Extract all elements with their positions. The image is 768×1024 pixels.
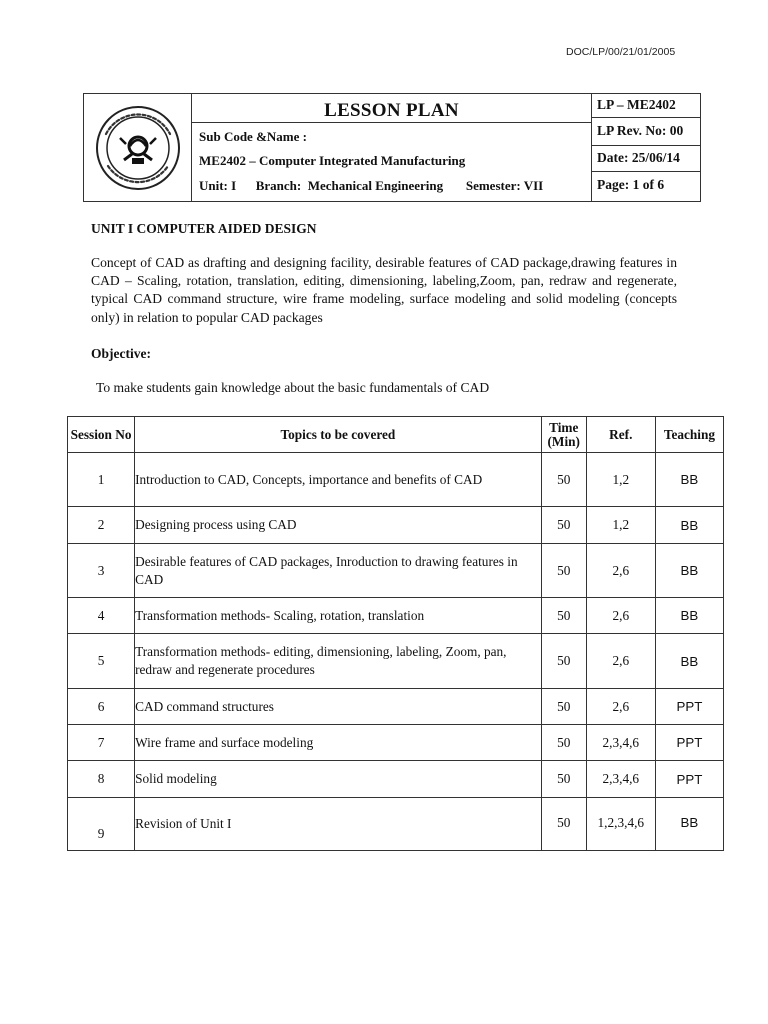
session-no: 7 — [68, 725, 135, 761]
teaching-method: PPT — [655, 761, 723, 798]
session-no: 5 — [68, 634, 135, 689]
lp-divider — [592, 117, 700, 118]
teaching-method: BB — [655, 507, 723, 544]
session-no: 4 — [68, 598, 135, 634]
unit-syllabus: Concept of CAD as drafting and designing facility, desirable features of CAD package,drawing features in CAD – Scaling, rotation, translation, editing, dimensioning, labeling,Zoom, pan, redraw and regenerate, typical CAD command structure, wire frame modeling, surface modeling and solid modeling (concepts only) in relation to popular CAD packages — [91, 255, 677, 325]
ref: 1,2 — [586, 453, 655, 507]
rev-divider — [592, 145, 700, 146]
unit-heading: UNIT I COMPUTER AIDED DESIGN — [91, 221, 317, 236]
header-right — [592, 94, 700, 201]
college-emblem-icon — [84, 94, 191, 201]
ref: 2,6 — [586, 598, 655, 634]
header-ref: Ref. — [586, 417, 655, 453]
time: 50 — [541, 761, 586, 798]
page-title: LESSON PLAN — [324, 100, 459, 121]
table-row — [68, 798, 724, 851]
teaching-method: PPT — [655, 725, 723, 761]
time: 50 — [541, 725, 586, 761]
lesson-plan-header — [83, 93, 701, 202]
teaching-method: BB — [655, 798, 723, 851]
ref: 1,2,3,4,6 — [586, 798, 655, 851]
time: 50 — [541, 689, 586, 725]
header-teaching: Teaching — [655, 417, 723, 453]
date-divider — [592, 171, 700, 172]
lp-code: LP – ME2402 — [597, 97, 676, 112]
teaching-method: BB — [655, 453, 723, 507]
teaching-method: BB — [655, 634, 723, 689]
objective-label: Objective: — [91, 346, 151, 361]
time: 50 — [541, 507, 586, 544]
time: 50 — [541, 598, 586, 634]
ref: 2,6 — [586, 544, 655, 598]
page-number: Page: 1 of 6 — [597, 177, 665, 192]
topic: Introduction to CAD, Concepts, importance and benefits of CAD — [135, 453, 542, 507]
ref: 2,6 — [586, 634, 655, 689]
teaching-method: PPT — [655, 689, 723, 725]
ref: 2,3,4,6 — [586, 725, 655, 761]
session-no: 9 — [68, 798, 135, 851]
objective-text: To make students gain knowledge about the basic fundamentals of CAD — [96, 380, 490, 395]
topic: Wire frame and surface modeling — [135, 725, 542, 761]
header-session-no: Session No — [68, 417, 135, 453]
time: 50 — [541, 544, 586, 598]
topic: CAD command structures — [135, 689, 542, 725]
title-divider — [192, 122, 591, 123]
teaching-method: BB — [655, 544, 723, 598]
table-row — [68, 453, 724, 507]
table-row — [68, 761, 724, 798]
header-topics: Topics to be covered — [135, 417, 542, 453]
time: 50 — [541, 634, 586, 689]
table-row — [68, 725, 724, 761]
time: 50 — [541, 453, 586, 507]
topic: Transformation methods- Scaling, rotation, translation — [135, 598, 542, 634]
ref: 2,6 — [586, 689, 655, 725]
topic: Desirable features of CAD packages, Inroduction to drawing features in CAD — [135, 544, 542, 598]
time: 50 — [541, 798, 586, 851]
session-no: 6 — [68, 689, 135, 725]
teaching-method: BB — [655, 598, 723, 634]
session-no: 8 — [68, 761, 135, 798]
session-table — [67, 416, 724, 851]
date: Date: 25/06/14 — [597, 150, 680, 165]
session-no: 2 — [68, 507, 135, 544]
lp-rev-no: LP Rev. No: 00 — [597, 123, 684, 138]
table-header-row — [68, 417, 724, 453]
subject-name: ME2402 – Computer Integrated Manufacturing — [199, 153, 466, 168]
college-logo-cell — [84, 94, 192, 201]
table-row — [68, 689, 724, 725]
table-row — [68, 507, 724, 544]
table-row — [68, 598, 724, 634]
topic: Solid modeling — [135, 761, 542, 798]
topic: Designing process using CAD — [135, 507, 542, 544]
document-id: DOC/LP/00/21/01/2005 — [566, 46, 676, 58]
unit-branch-semester: Unit: I Branch: Mechanical Engineering Semester: VII — [199, 178, 544, 193]
session-no: 1 — [68, 453, 135, 507]
topic: Transformation methods- editing, dimensioning, labeling, Zoom, pan, redraw and regenerate procedures — [135, 634, 542, 689]
ref: 2,3,4,6 — [586, 761, 655, 798]
table-row — [68, 544, 724, 598]
sub-code-label: Sub Code &Name : — [199, 129, 307, 144]
topic: Revision of Unit I — [135, 798, 542, 851]
header-middle — [192, 94, 592, 201]
ref: 1,2 — [586, 507, 655, 544]
header-time: Time (Min) — [541, 417, 586, 453]
table-row — [68, 634, 724, 689]
session-no: 3 — [68, 544, 135, 598]
